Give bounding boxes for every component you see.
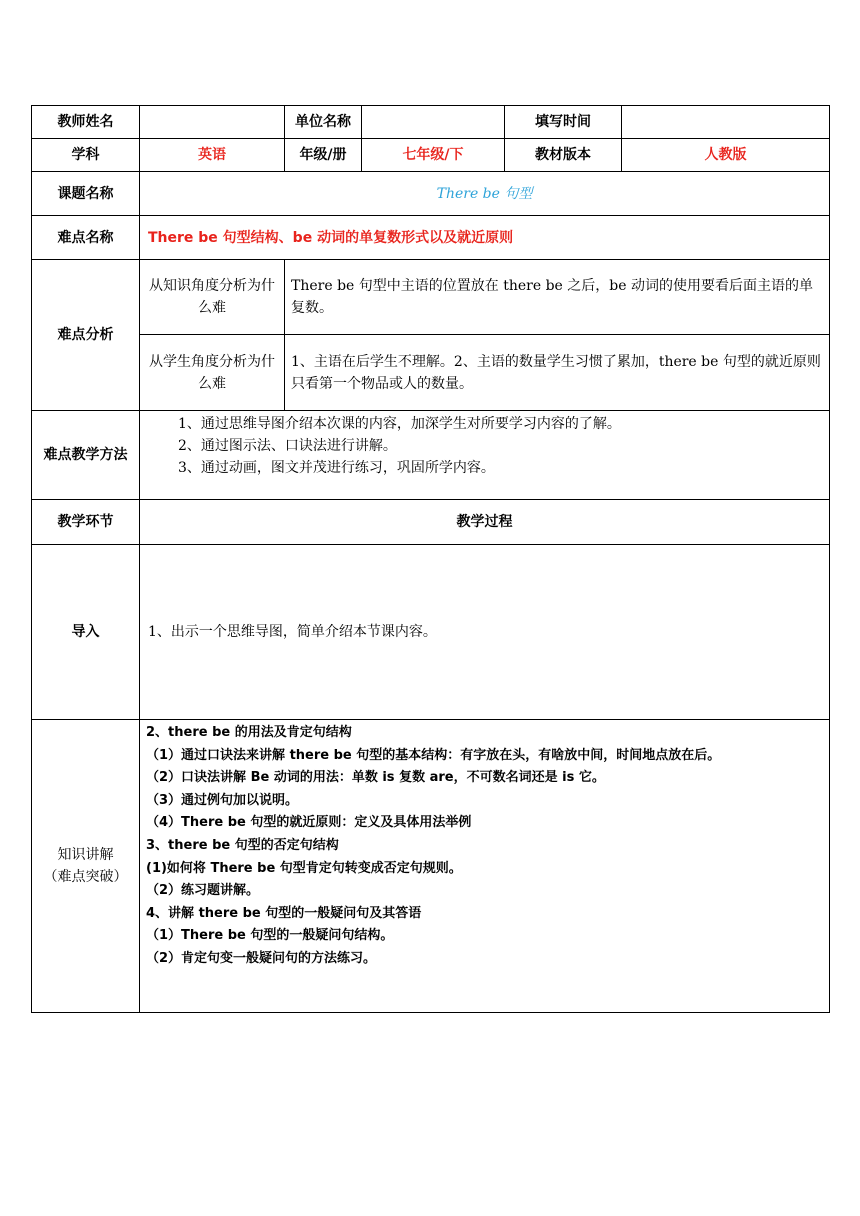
analysis-label: 难点分析 [32,260,140,411]
knowledge-angle-text: There be 句型中主语的位置放在 there be 之后，be 动词的使用要看后面主语的单复数。 [285,260,830,335]
unit-name-label: 单位名称 [285,106,362,139]
subject-value: 英语 [140,139,285,172]
difficulty-label: 难点名称 [32,216,140,260]
stage-header: 教学环节 [32,500,140,545]
difficulty-row [32,216,830,260]
knowledge-label-line2: （难点突破） [43,869,128,885]
difficulty-value: There be 句型结构、be 动词的单复数形式以及就近原则 [140,216,830,260]
fill-date-label: 填写时间 [505,106,622,139]
edition-label: 教材版本 [505,139,622,172]
method-item: 3、通过动画，图文并茂进行练习，巩固所学内容。 [178,460,495,476]
unit-name-value [362,106,505,139]
fill-date-value [622,106,830,139]
analysis-row-knowledge [32,260,830,335]
knowledge-line: （1）通过口诀法来讲解 there be 句型的基本结构：有字放在头，有啥放中间，时间地点放在后。 [146,747,721,763]
intro-label: 导入 [32,545,140,720]
knowledge-line: (1)如何将 There be 句型肯定句转变成否定句规则。 [146,860,462,876]
knowledge-line: （3）通过例句加以说明。 [146,792,299,808]
topic-row [32,172,830,216]
grade-value: 七年级/下 [362,139,505,172]
knowledge-angle-label: 从知识角度分析为什么难 [140,260,285,335]
lesson-plan-table [31,105,830,1013]
info-row-2 [32,139,830,172]
teacher-name-value [140,106,285,139]
knowledge-line: （2）口诀法讲解 Be 动词的用法：单数 is 复数 are，不可数名词还是 is 它。 [146,770,605,786]
methods-label: 难点教学方法 [32,411,140,500]
edition-value: 人教版 [622,139,830,172]
method-item: 1、通过思维导图介绍本次课的内容，加深学生对所要学习内容的了解。 [178,416,621,432]
knowledge-line: 2、there be 的用法及肯定句结构 [146,725,352,740]
analysis-row-student [32,335,830,411]
process-header-row [32,500,830,545]
teacher-name-label: 教师姓名 [32,106,140,139]
knowledge-label-line1: 知识讲解 [57,847,114,863]
methods-row [32,411,830,500]
knowledge-row [32,720,830,1013]
knowledge-line: （1）There be 句型的一般疑问句结构。 [146,928,394,944]
subject-label: 学科 [32,139,140,172]
method-item: 2、通过图示法、口诀法进行讲解。 [178,438,397,454]
student-angle-text: 1、主语在后学生不理解。2、主语的数量学生习惯了累加，there be 句型的就近原则只看第一个物品或人的数量。 [285,335,830,411]
knowledge-line: 4、讲解 there be 句型的一般疑问句及其答语 [146,905,422,921]
intro-row [32,545,830,720]
grade-label: 年级/册 [285,139,362,172]
topic-label: 课题名称 [32,172,140,216]
knowledge-line: （2）肯定句变一般疑问句的方法练习。 [146,950,377,966]
knowledge-line: （2）练习题讲解。 [146,883,260,899]
knowledge-line: 3、there be 句型的否定句结构 [146,837,339,853]
knowledge-line: （4）There be 句型的就近原则：定义及具体用法举例 [146,815,472,831]
knowledge-label [32,720,140,1013]
info-row-1 [32,106,830,139]
topic-value: There be 句型 [140,172,830,216]
student-angle-label: 从学生角度分析为什么难 [140,335,285,411]
process-header: 教学过程 [140,500,830,545]
knowledge-content [140,720,830,1013]
methods-list [140,411,830,500]
intro-text: 1、出示一个思维导图，简单介绍本节课内容。 [140,545,830,720]
